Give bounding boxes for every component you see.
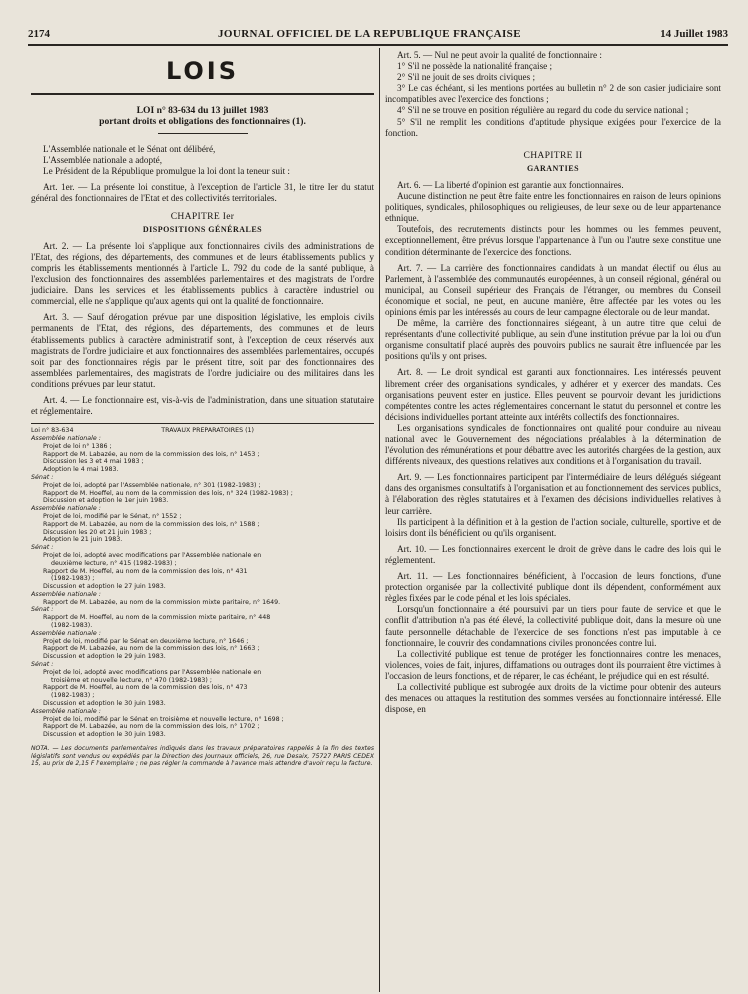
note-line: Projet de loi, modifié par le Sénat en deuxième lecture, n° 1646 ; xyxy=(43,637,249,645)
note-line: Sénat : xyxy=(31,661,54,669)
article-paragraph: Toutefois, des recrutements distincts pour les hommes ou les femmes peuvent, exceptionnellement, être prévus lorsque l'appartenance à l'un ou l'autre sexe constitue une condition déterminante de l'exercice des fonctions. xyxy=(385,224,721,257)
travaux-preparatoires xyxy=(31,423,374,739)
article-5-intro: Art. 5. — Nul ne peut avoir la qualité de fonctionnaire : xyxy=(397,50,602,60)
note-line: Rapport de M. Labazée, au nom de la commission des lois, n° 1453 ; xyxy=(43,450,260,458)
note-line: (1982-1983) ; xyxy=(51,575,95,583)
notes-list xyxy=(31,435,374,739)
note-line: Rapport de M. Hoeffel, au nom de la commission des lois, n° 324 (1982-1983) ; xyxy=(43,489,293,497)
note-line: Projet de loi, adopté avec modifications par l'Assemblée nationale en xyxy=(43,668,262,676)
article-paragraph: Art. 8. — Le droit syndical est garanti aux fonctionnaires. Les intéressés peuvent librement créer des organisations syndicales, y adhérer et y exercer des mandats. Ces organisations peuvent ester en justice. Elles peuvent se pourvoir devant les juridictions compétentes contre les actes réglementaires concernant le statut du personnel et contre les décisions individuelles portant atteinte aux intérêts collectifs des fonctionnaires. xyxy=(385,367,721,422)
chapter-1-heading: CHAPITRE Ier xyxy=(170,210,235,222)
article-5-item: 2° S'il ne jouit de ses droits civiques ; xyxy=(397,72,536,83)
note-line: Discussion les 3 et 4 mai 1983 ; xyxy=(43,458,144,466)
note-line: Rapport de M. Hoeffel, au nom de la commission mixte paritaire, n° 448 xyxy=(43,614,271,622)
chapter-2-title: GARANTIES xyxy=(526,163,580,173)
right-paragraphs xyxy=(385,180,721,715)
note-line: (1982-1983) ; xyxy=(51,692,95,700)
preamble-line: Le Président de la République promulgue la loi dont la teneur suit : xyxy=(43,166,290,177)
note-line: Rapport de M. Labazée, au nom de la commission des lois, n° 1588 ; xyxy=(43,520,260,528)
note-line: Assemblée nationale : xyxy=(31,505,101,513)
law-number: LOI n° 83-634 du 13 juillet 1983 xyxy=(136,105,269,117)
left-column xyxy=(31,50,374,768)
header-rule xyxy=(28,44,728,46)
page-number: 2174 xyxy=(28,28,50,40)
article-5-item: 4° S'il ne se trouve en position régulière au regard du code du service national ; xyxy=(397,105,689,116)
note-line: troisième et nouvelle lecture, n° 470 (1982-1983) ; xyxy=(51,676,212,684)
note-line: Assemblée nationale : xyxy=(31,629,101,637)
note-line: Projet de loi, adopté avec modifications par l'Assemblée nationale en xyxy=(43,551,262,559)
chapter-1-title: DISPOSITIONS GÉNÉRALES xyxy=(142,224,263,234)
nota-footnote: NOTA. — Les documents parlementaires indiqués dans les travaux préparatoires rappelés à la fin des textes législatifs sont vendus ou expédiés par la Direction des Journaux officiels, 26, rue Desaix, 75727 PARIS CEDEX 15, au prix de 2,15 F l'exemplaire ; ne pas régler la commande à l'avance mais attendre d'avoir reçu la facture. xyxy=(31,745,374,768)
article-5-item: 1° S'il ne possède la nationalité française ; xyxy=(397,61,553,72)
title-rule xyxy=(158,133,248,134)
note-line: Sénat : xyxy=(31,473,54,481)
article-5-item: 5° S'il ne remplit les conditions d'aptitude physique exigées pour l'exercice de la fonction. xyxy=(385,116,721,138)
note-line: Projet de loi n° 1386 ; xyxy=(43,442,112,450)
article-paragraph: Art. 6. — La liberté d'opinion est garantie aux fonctionnaires. xyxy=(397,179,624,190)
note-line: Rapport de M. Labazée, au nom de la commission des lois, n° 1663 ; xyxy=(43,645,260,653)
article-paragraph: Art. 9. — Les fonctionnaires participent par l'intermédiaire de leurs délégués siégeant dans des organismes consultatifs à l'organisation et au fonctionnement des services publics, à l'élaboration des règles statutaires et à l'examen des décisions individuelles relatives à leur carrière. xyxy=(385,472,721,516)
journal-title: JOURNAL OFFICIEL DE LA REPUBLIQUE FRANÇAISE xyxy=(218,28,521,40)
note-line: Projet de loi, modifié par le Sénat en troisième et nouvelle lecture, n° 1698 ; xyxy=(43,715,284,723)
article-1: Art. 1er. — La présente loi constitue, à l'exception de l'article 31, le titre Ier du statut général des fonctionnaires de l'Etat et des collectivités territoriales. xyxy=(31,182,374,204)
law-subject: portant droits et obligations des fonctionnaires (1). xyxy=(99,116,306,128)
article-5-item: 3° Le cas échéant, si les mentions portées au bulletin n° 2 de son casier judiciaire sont incompatibles avec l'exercice des fonctions ; xyxy=(385,83,721,105)
note-line: Assemblée nationale : xyxy=(31,434,101,442)
note-line: Discussion et adoption le 1er juin 1983. xyxy=(43,497,169,505)
article-paragraph: Art. 10. — Les fonctionnaires exercent le droit de grève dans le cadre des lois qui le réglementent. xyxy=(385,543,721,565)
article-paragraph: Aucune distinction ne peut être faite entre les fonctionnaires en raison de leurs opinions politiques, syndicales, philosophiques ou religieuses, de leur sexe ou de leur appartenance ethnique. xyxy=(385,191,721,224)
note-line: Discussion et adoption le 30 juin 1983. xyxy=(43,731,166,739)
note-line: Rapport de M. Hoeffel, au nom de la commission des lois, n° 473 xyxy=(43,684,248,692)
note-line: Sénat : xyxy=(31,606,54,614)
note-line: (1982-1983). xyxy=(51,622,93,630)
article-paragraph: Art. 7. — La carrière des fonctionnaires candidats à un mandat électif ou élus au Parlement, à l'assemblée des communautés européennes, à un conseil régional, général ou municipal, au Conseil supérieur des Français de l'étranger, ou membres du Conseil économique et social, ne peut, en aucune manière, être affectée par les votes ou les opinions émis par les intéressés au cours de leur campagne électorale ou de leur mandat. xyxy=(385,262,721,317)
note-line: Adoption le 4 mai 1983. xyxy=(43,466,119,474)
section-rule xyxy=(31,93,374,95)
note-line: Discussion et adoption le 29 juin 1983. xyxy=(43,653,166,661)
right-column xyxy=(385,50,721,715)
note-line: Rapport de M. Labazée, au nom de la commission des lois, n° 1702 ; xyxy=(43,723,260,731)
issue-date: 14 Juillet 1983 xyxy=(660,28,728,40)
article-paragraph: De même, la carrière des fonctionnaires siégeant, à un autre titre que celui de représentants d'une collectivité publique, au sein d'une institution prévue par la loi ou d'un organisme consultatif placé auprès des pouvoirs publics ne saurait être influencée par les positions qu'ils y ont prises. xyxy=(385,318,721,362)
note-line: Rapport de M. Labazée, au nom de la commission mixte paritaire, n° 1649. xyxy=(43,598,281,606)
article-2: Art. 2. — La présente loi s'applique aux fonctionnaires civils des administrations de l'Etat, des régions, des départements, des communes et de leurs établissements publics y compris les établissements mentionnés à l'article L. 792 du code de la santé publique, à l'exclusion des fonctionnaires des assemblées parlementaires et des magistrats de l'ordre judiciaire. Dans les services et les établissements publics à caractère industriel ou commercial, elle ne s'applique qu'aux agents qui ont la qualité de fonctionnaire. xyxy=(31,240,374,307)
note-line: Assemblée nationale : xyxy=(31,590,101,598)
law-title xyxy=(31,105,374,127)
article-paragraph: Les organisations syndicales de fonctionnaires ont qualité pour conduire au niveau national avec le Gouvernement des négociations préalables à la détermination de l'évolution des rémunérations et pour débattre avec les autorités chargées de la gestion, aux différents niveaux, des questions relatives aux conditions et à l'organisation du travail. xyxy=(385,422,721,467)
note-line: Sénat : xyxy=(31,544,54,552)
article-paragraph: Lorsqu'un fonctionnaire a été poursuivi par un tiers pour faute de service et que le conflit d'attribution n'a pas été élevé, la collectivité publique doit, dans la mesure où une faute personnelle détachable de l'exercice de ses fonctions n'est pas imputable à ce fonctionnaire, le couvrir des condamnations civiles prononcées contre lui. xyxy=(385,604,721,648)
chapter-2-heading: CHAPITRE II xyxy=(523,149,583,161)
article-4: Art. 4. — Le fonctionnaire est, vis-à-vis de l'administration, dans une situation statutaire et réglementaire. xyxy=(31,394,374,417)
note-line: Rapport de M. Hoeffel, au nom de la commission des lois, n° 431 xyxy=(43,567,248,575)
note-line: Projet de loi, modifié par le Sénat, n° 1552 ; xyxy=(43,512,182,520)
note-line: Projet de loi, adopté par l'Assemblée nationale, n° 301 (1982-1983) ; xyxy=(43,481,261,489)
section-title: LOIS xyxy=(165,57,240,85)
notes-heading: TRAVAUX PRÉPARATOIRES (1) xyxy=(161,427,254,435)
article-paragraph: Ils participent à la définition et à la gestion de l'action sociale, culturelle, sportive et de loisirs dont ils bénéficient ou qu'ils organisent. xyxy=(385,516,721,538)
column-divider xyxy=(379,48,380,992)
preamble-line: L'Assemblée nationale et le Sénat ont délibéré, xyxy=(43,144,216,155)
note-line: Adoption le 21 juin 1983. xyxy=(43,536,123,544)
note-line: Discussion les 20 et 21 juin 1983 ; xyxy=(43,528,152,536)
page-header xyxy=(28,28,728,42)
article-3: Art. 3. — Sauf dérogation prévue par une disposition législative, les emplois civils permanents de l'Etat, des régions, des départements, des communes et de leurs établissements publics à caractère administratif sont, à l'exception de ceux réservés aux magistrats de l'ordre judiciaire et aux fonctionnaires des assemblées parlementaires, occupés soit par des fonctionnaires régis par le présent titre, soit par des fonctionnaires des assemblées parlementaires, des magistrats de l'ordre judiciaire ou des militaires dans les conditions prévues par leur statut. xyxy=(31,312,374,389)
note-line: deuxième lecture, n° 415 (1982-1983) ; xyxy=(51,559,177,567)
notes-header xyxy=(31,427,374,435)
article-paragraph: La collectivité publique est tenue de protéger les fonctionnaires contre les menaces, violences, voies de fait, injures, diffamations ou outrages dont ils pourraient être victimes à l'occasion de leurs fonctions, et de réparer, le cas échéant, le préjudice qui en est résulté. xyxy=(385,648,721,681)
note-line: Discussion et adoption le 27 juin 1983. xyxy=(43,583,166,591)
note-line: Discussion et adoption le 30 juin 1983. xyxy=(43,700,166,708)
article-paragraph: Art. 11. — Les fonctionnaires bénéficient, à l'occasion de leurs fonctions, d'une protection organisée par la collectivité publique dont ils dépendent, conformément aux règles fixées par le code pénal et les lois spéciales. xyxy=(385,571,721,604)
note-line: Assemblée nationale : xyxy=(31,707,101,715)
preamble-line: L'Assemblée nationale a adopté, xyxy=(43,155,163,166)
article-paragraph: La collectivité publique est subrogée aux droits de la victime pour obtenir des auteurs des menaces ou attaques la restitution des sommes versées au fonctionnaire intéressé. Elle dispose, en xyxy=(385,681,721,715)
notes-law-ref: Loi n° 83-634 xyxy=(31,427,74,435)
